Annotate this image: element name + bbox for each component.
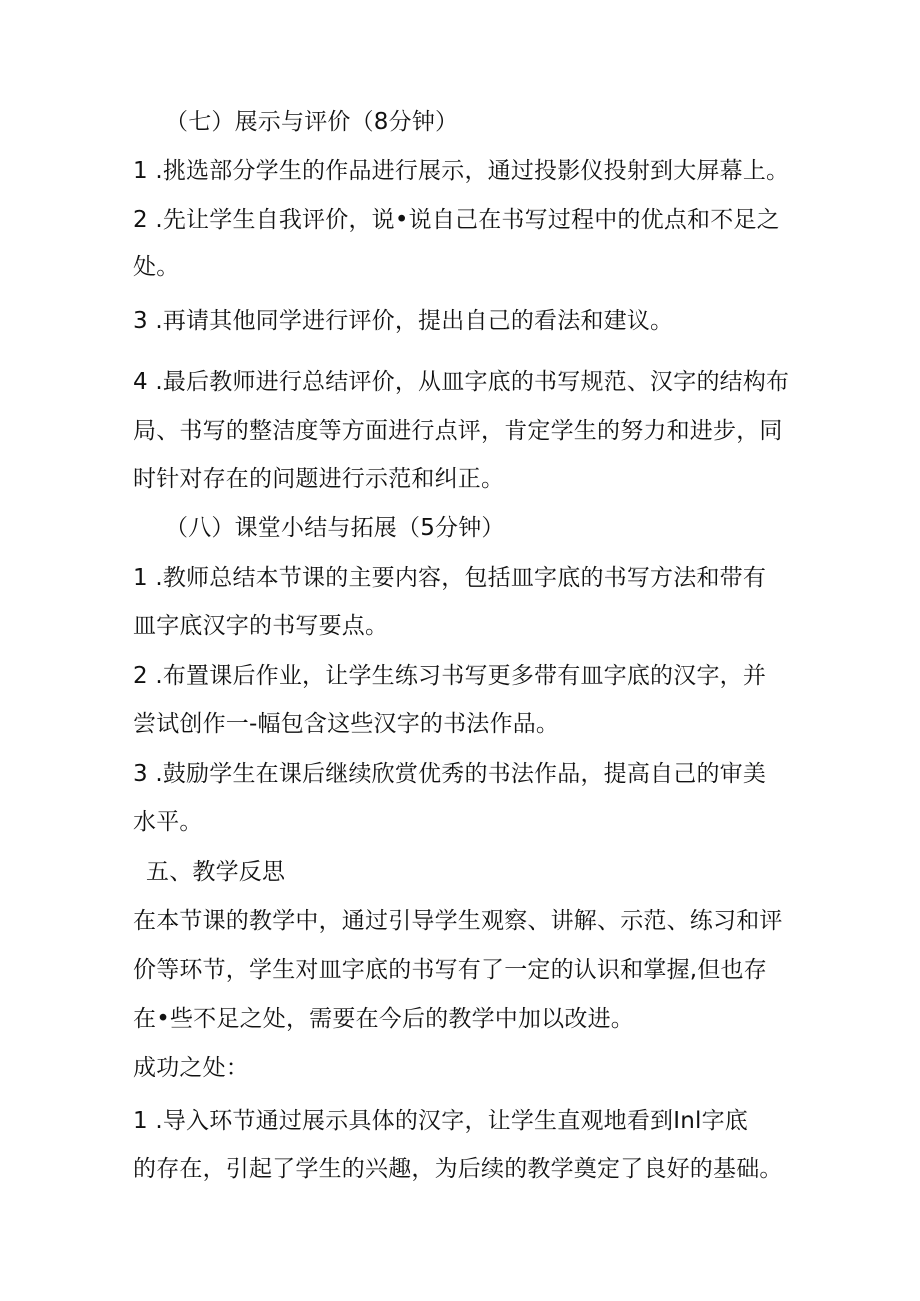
paragraph-line: 水平。 <box>133 809 203 835</box>
subheading-success: 成功之处： <box>133 1055 249 1081</box>
paragraph-line: 时针对存在的问题进行示范和纠正。 <box>133 466 505 492</box>
section-heading-7: （七）展示与评价（8分钟） <box>165 109 459 135</box>
paragraph-line: 3 .鼓励学生在课后继续欣赏优秀的书法作品，提高自己的审美 <box>133 761 767 787</box>
paragraph-line: 处。 <box>133 254 180 280</box>
paragraph-line: 3 .再请其他同学进行评价，提出自己的看法和建议。 <box>133 308 674 334</box>
paragraph-line: 1 .挑选部分学生的作品进行展示，通过投影仪投射到大屏幕上。 <box>133 158 790 184</box>
section-heading-8: （八）课堂小结与拓展（5分钟） <box>165 515 505 541</box>
section-heading-5: 五、教学反思 <box>146 859 286 885</box>
paragraph-line: 4 .最后教师进行总结评价，从皿字底的书写规范、汉字的结构布 <box>133 369 790 395</box>
paragraph-line: 1 .教师总结本节课的主要内容，包括皿字底的书写方法和带有 <box>133 565 767 591</box>
paragraph-line: 尝试创作一-幅包含这些汉字的书法作品。 <box>133 711 560 737</box>
paragraph-line: 皿字底汉字的书写要点。 <box>133 613 389 639</box>
paragraph-line: 在•些不足之处，需要在今后的教学中加以改进。 <box>133 1006 634 1032</box>
paragraph-line: 1 .导入环节通过展示具体的汉字，让学生直观地看到Inl字底 <box>133 1108 749 1134</box>
paragraph-line: 的存在，引起了学生的兴趣，为后续的教学奠定了良好的基础。 <box>133 1156 783 1182</box>
paragraph-line: 在本节课的教学中，通过引导学生观察、讲解、示范、练习和评 <box>133 908 783 934</box>
paragraph-line: 局、书写的整洁度等方面进行点评，肯定学生的努力和进步，同 <box>133 418 783 444</box>
paragraph-line: 2 .先让学生自我评价，说•说自己在书写过程中的优点和不足之 <box>133 207 780 233</box>
paragraph-line: 2 .布置课后作业，让学生练习书写更多带有皿字底的汉字，并 <box>133 663 767 689</box>
paragraph-line: 价等环节，学生对皿字底的书写有了一定的认识和掌握,但也存 <box>133 957 767 983</box>
